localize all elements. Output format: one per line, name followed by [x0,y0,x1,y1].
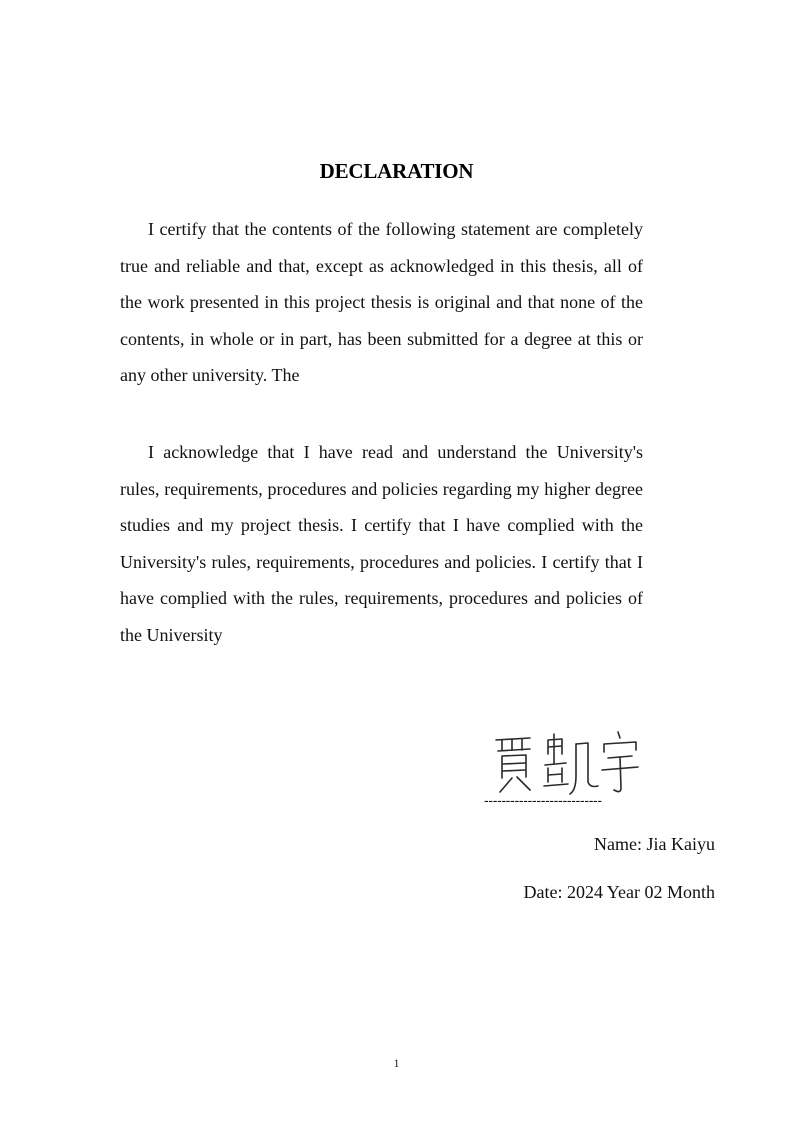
signer-name: Name: Jia Kaiyu [594,834,715,854]
declaration-paragraph-2: I acknowledge that I have read and understand the University's rules, requirements, procedures and policies regarding my higher degree studies and my project thesis. I certify that I have complied with the University's rules, requirements, procedures and policies. I certify that I have complied with the rules, requirements, procedures and policies of the University [120,442,643,645]
page-number: 1 [393,1056,400,1070]
declaration-paragraph-1: I certify that the contents of the following statement are completely true and reliable and that, except as acknowledged in this thesis, all of the work presented in this project thesis is original and that none of the contents, in whole or in part, has been submitted for a degree at this or any other university. The [120,219,643,385]
signature-date: Date: 2024 Year 02 Month [523,882,715,902]
page-title: DECLARATION [319,159,474,183]
signature-line: --------------------------- [484,792,602,808]
